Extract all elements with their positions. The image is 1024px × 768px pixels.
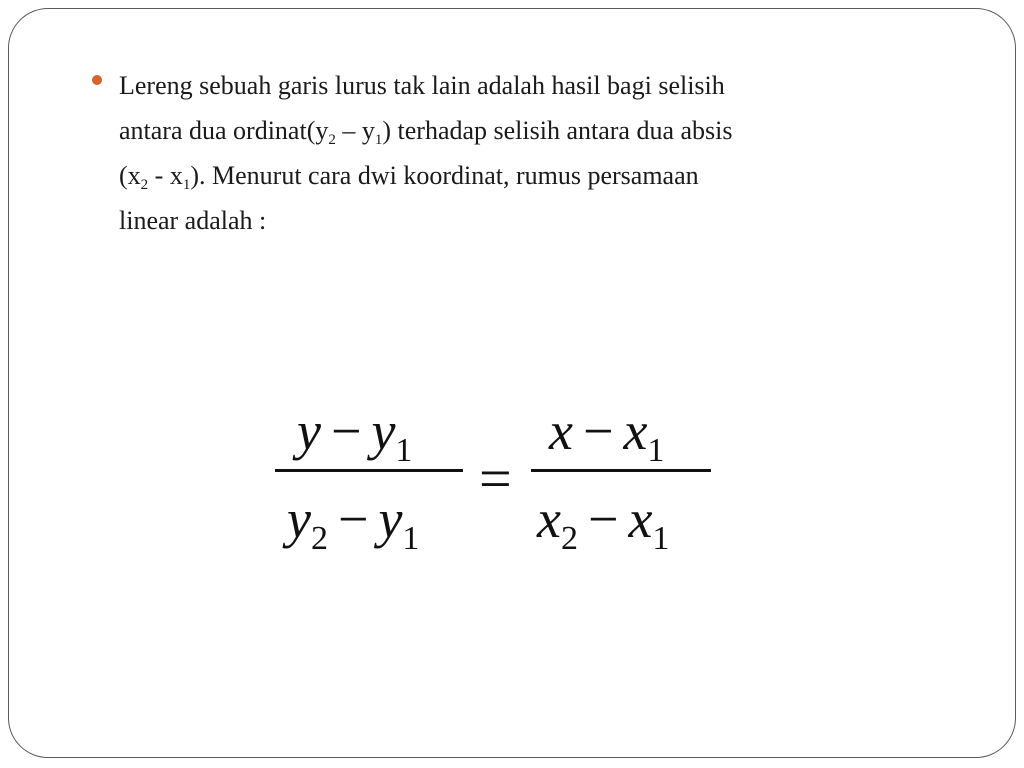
left-den-minus: − [337, 489, 369, 549]
left-denominator [287, 489, 419, 569]
right-num-x: x [549, 401, 573, 461]
bullet-line-3-part-c: ). Menurut cara dwi koordinat, rumus persamaan [190, 161, 699, 190]
left-den-y1: y [378, 489, 403, 549]
right-fraction-bar [531, 469, 711, 472]
bullet-line-3-sub-2: 1 [182, 177, 191, 193]
right-num-x1: x [623, 401, 648, 461]
right-num-minus: − [582, 401, 614, 461]
left-num-y: y [297, 401, 321, 461]
right-num-sub-1: 1 [647, 432, 665, 469]
left-den-sub-1: 1 [402, 520, 420, 557]
equals-sign: = [479, 446, 512, 511]
right-den-sub-1: 1 [652, 520, 670, 557]
left-den-sub-2: 2 [310, 520, 328, 557]
bullet-line-3-part-b: - x [148, 161, 183, 190]
right-den-x2: x [537, 489, 561, 549]
left-den-y2: y [287, 489, 311, 549]
right-den-x1: x [628, 489, 653, 549]
right-den-minus: − [587, 489, 619, 549]
bullet-line-3-part-a: (x [119, 161, 141, 190]
left-num-sub-1: 1 [395, 432, 413, 469]
bullet-line-2-part-b: – y [335, 116, 375, 145]
left-num-minus: − [330, 401, 362, 461]
bullet-line-2-part-a: antara dua ordinat(y [119, 116, 329, 145]
bullet-line-4-text: linear adalah : [119, 206, 267, 235]
bullet-line-2-part-c: ) terhadap selisih antara dua absis [382, 116, 733, 145]
bullet-line-2-sub-1: 2 [328, 132, 336, 148]
bullet-line-3-sub-1: 2 [140, 177, 149, 193]
bullet-line-2-sub-2: 1 [374, 132, 383, 148]
right-den-sub-2: 2 [560, 520, 578, 557]
slide-frame [8, 8, 1016, 758]
bullet-line-1-text: Lereng sebuah garis lurus tak lain adalah hasil bagi selisih [119, 71, 725, 100]
linear-equation-formula [9, 9, 1017, 759]
right-denominator [537, 489, 669, 569]
left-num-y1: y [371, 401, 396, 461]
left-fraction-bar [275, 469, 463, 472]
